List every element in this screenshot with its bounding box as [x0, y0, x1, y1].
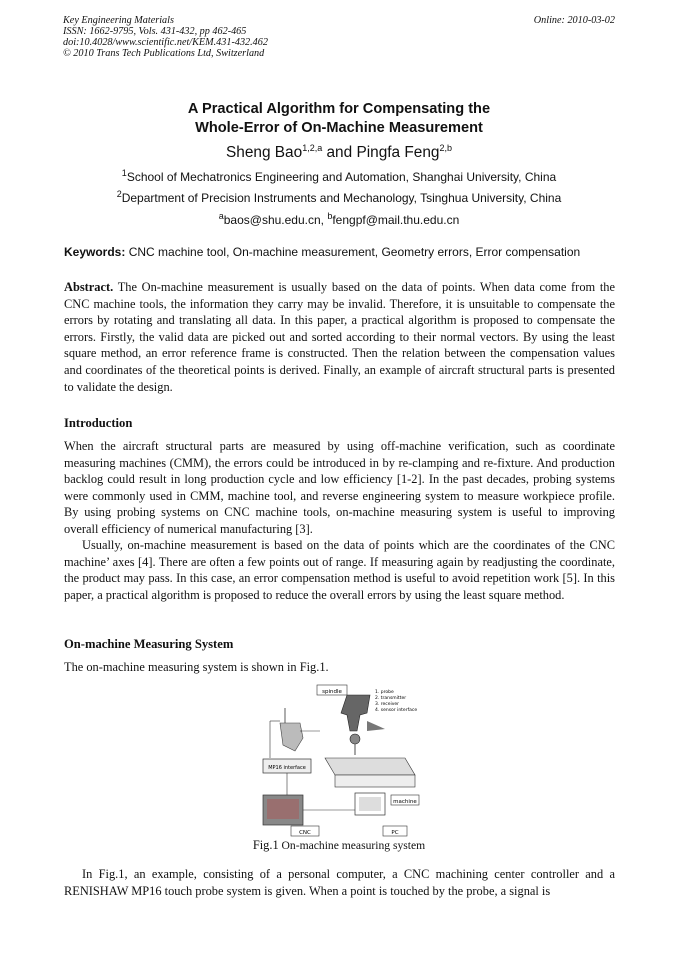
- legend-3: 3. receiver: [375, 702, 400, 707]
- keywords-text: CNC machine tool, On-machine measurement, Geometry errors, Error compensation: [125, 245, 581, 259]
- machine-label: machine: [393, 799, 417, 805]
- issn-line: ISSN: 1662-9795, Vols. 431-432, pp 462-465: [63, 26, 247, 37]
- figure-number: Fig.1: [252, 838, 279, 852]
- final-p1-text: In Fig.1, an example, consisting of a personal computer, a CNC machining center controller and a RENISHAW MP16 touch probe system is given. When a point is touched by the probe, a signal is: [64, 867, 615, 898]
- email-b: fengpf@mail.thu.edu.cn: [332, 213, 460, 227]
- legend-1: 1. probe: [375, 690, 394, 695]
- affiliation-1-sup: 1: [121, 168, 127, 178]
- keywords-label: Keywords:: [64, 245, 126, 259]
- introduction-p2-text: Usually, on-machine measurement is based on the data of points which are the coordinates of the CNC machine’ axes [4]. There are often a few points out of range. If measuring again by readjusting the coordinate, the product may pass. In this case, an error compensation method is useful to avoid repetition work [5]. In this paper, a practical algorithm is proposed to reduce the overall errors by using the least square method.: [64, 538, 615, 602]
- emails: [0, 211, 678, 227]
- authors: [0, 143, 678, 162]
- figure-caption-text: On-machine measuring system: [278, 839, 426, 852]
- transmitter-signal: [367, 721, 385, 731]
- introduction-heading: Introduction: [64, 416, 133, 430]
- author-1-sup: 1,2,a: [302, 143, 323, 153]
- interface-label: MP16 interface: [268, 765, 306, 771]
- keywords: [64, 245, 615, 259]
- onmachine-heading: On-machine Measuring System: [64, 637, 234, 651]
- final-paragraph: [64, 866, 615, 899]
- probe-head: [350, 734, 360, 744]
- online-date: Online: 2010-03-02: [533, 15, 615, 26]
- affiliation-2-text: Department of Precision Instruments and Mechanology, Tsinghua University, China: [121, 191, 562, 205]
- cnc-label: CNC: [299, 830, 311, 836]
- spindle-body: [341, 695, 370, 731]
- journal-header: [63, 15, 615, 59]
- title-line-2: Whole-Error of On-Machine Measurement: [195, 120, 483, 136]
- introduction-paragraph-1: [64, 438, 615, 538]
- email-a: baos@shu.edu.cn,: [223, 213, 328, 227]
- legend-2: 2. transmitter: [375, 696, 407, 701]
- affiliation-2: [0, 189, 678, 205]
- author-1: Sheng Bao: [226, 144, 303, 162]
- workpiece-shape: [280, 723, 303, 751]
- email-a-sup: a: [218, 211, 224, 221]
- introduction-p1-text: When the aircraft structural parts are measured by using off-machine verification, such as coordinate measuring machines (CMM), the errors could be introduced in by re-clamping and re-fixture. And production backlog could result in long production cycle and low efficiency [1-2]. In the past decades, probing systems were commonly used in CMM, machine tool, and reverse engineering system to measure workpiece profile. By using probing systems on CNC machine tools, on-machine measuring system is useful to improving overall efficiency of numerical manufacturing [3].: [64, 439, 615, 536]
- email-b-sup: b: [327, 211, 333, 221]
- onmachine-p1-text: The on-machine measuring system is shown in Fig.1.: [64, 660, 329, 674]
- pc-screen: [359, 797, 381, 811]
- machine-table: [325, 758, 415, 775]
- introduction-paragraph-2: [64, 537, 615, 603]
- cnc-screen: [267, 799, 299, 819]
- onmachine-paragraph: [64, 659, 615, 676]
- affiliation-2-sup: 2: [116, 189, 122, 199]
- author-2-sup: 2,b: [439, 143, 452, 153]
- paper-title: [0, 100, 678, 138]
- abstract: [64, 279, 615, 395]
- author-2: and Pingfa Feng: [322, 144, 440, 162]
- abstract-text: The On-machine measurement is usually based on the data of points. When data come from the CNC machine tools, the information they carry may be invalid. Therefore, it is unsuitable to compensate the errors by rotating and translating all data. In this paper, a practical algorithm is proposed to compensate the errors. Firstly, the valid data are picked out and sorted according to their normal vectors. By using the least square method, an error reference frame is constructed. Then the relation between the compensation values and coordinates of the theoretical points is derived. Finally, an example of aircraft structural parts is presented to validate the design.: [64, 280, 615, 394]
- spindle-label: spindle: [322, 689, 342, 695]
- affiliation-1: [0, 168, 678, 184]
- machine-base: [335, 775, 415, 787]
- pc-label: PC: [391, 830, 399, 836]
- journal-name: Key Engineering Materials: [63, 15, 174, 26]
- legend-4: 4. sensor interface: [375, 708, 418, 713]
- title-line-1: A Practical Algorithm for Compensating the: [187, 101, 491, 117]
- affiliation-1-text: School of Mechatronics Engineering and Automation, Shanghai University, China: [126, 170, 557, 184]
- figure-caption: [0, 838, 678, 853]
- doi-line: doi:10.4028/www.scientific.net/KEM.431-432.462: [63, 37, 268, 48]
- abstract-label: Abstract.: [64, 280, 114, 294]
- copyright-line: © 2010 Trans Tech Publications Ltd, Switzerland: [63, 48, 265, 59]
- system-figure: [255, 683, 423, 838]
